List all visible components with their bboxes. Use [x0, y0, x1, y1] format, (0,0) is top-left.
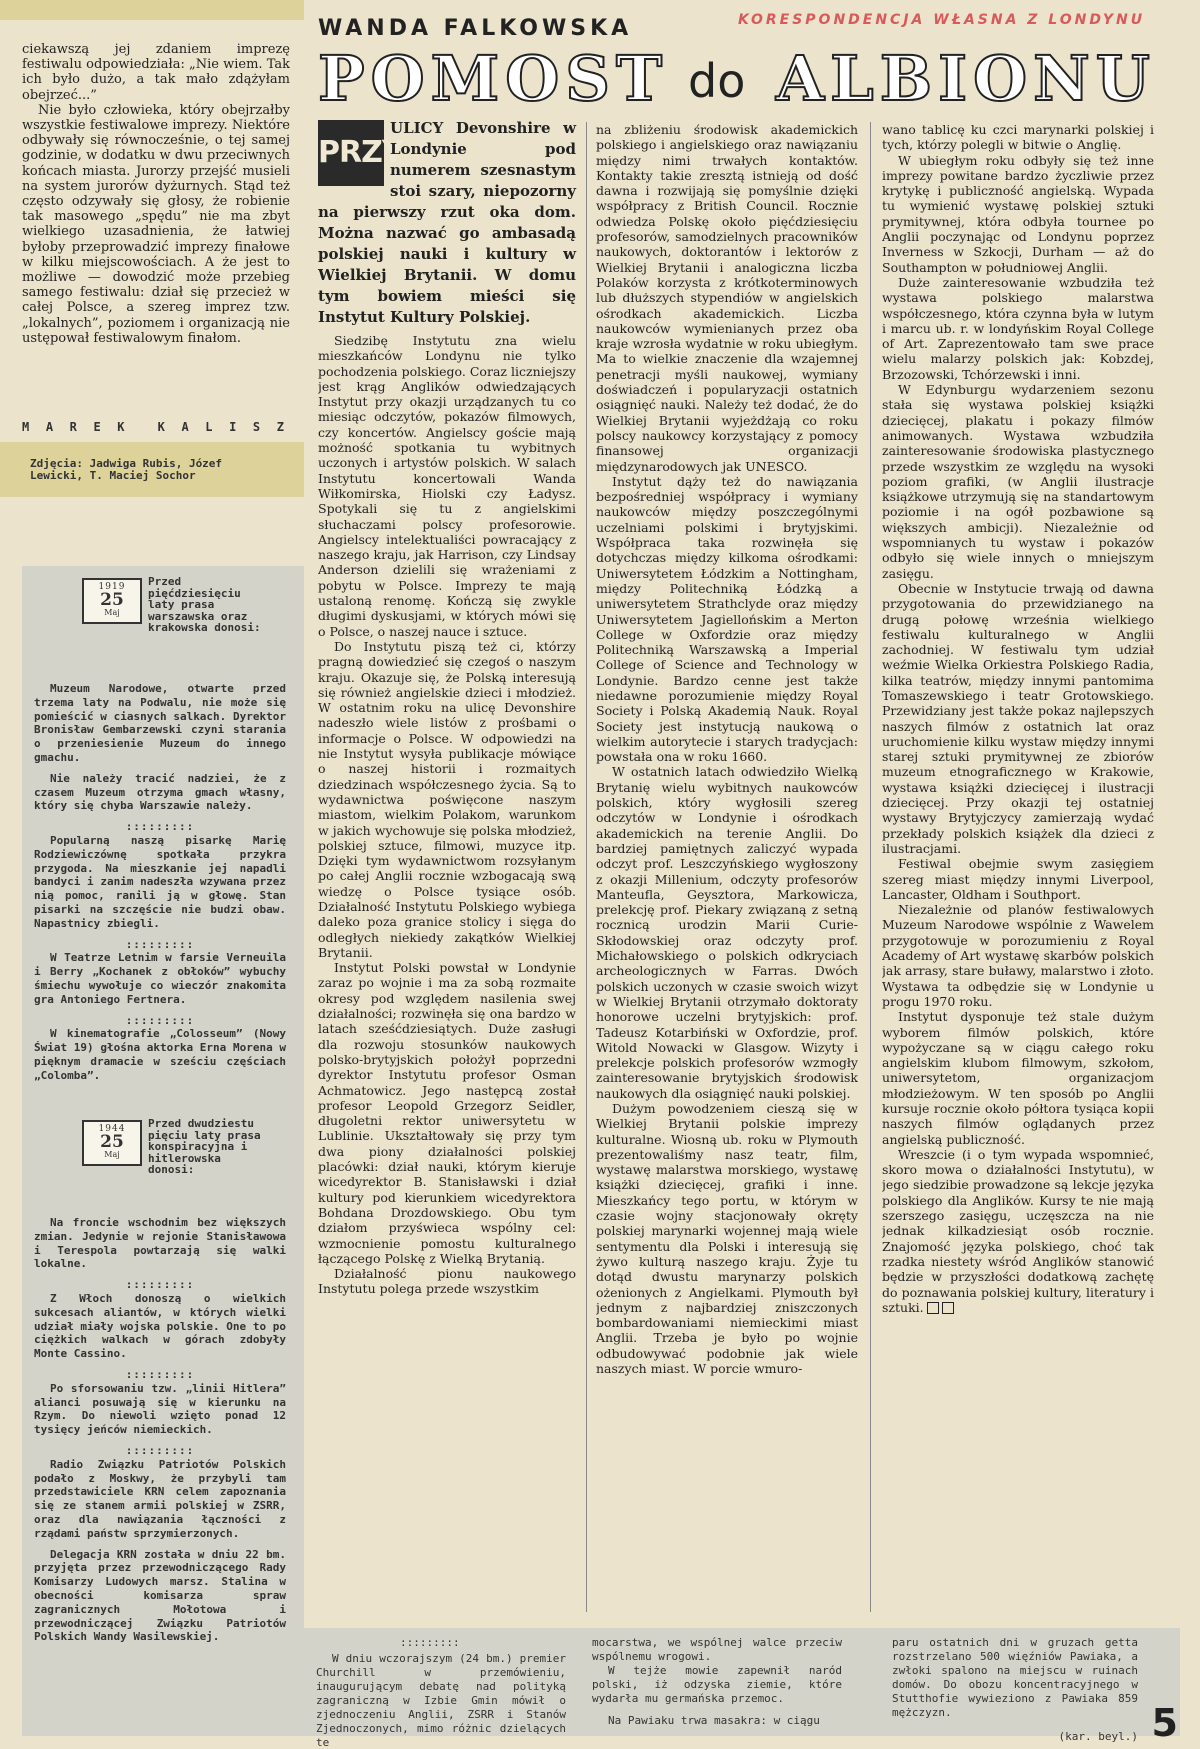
chronicle-item: Po sforsowaniu tzw. „linii Hitlera” alianci posuwają się w kierunku na Rzym. Do niewoli wzięto ponad 12 tysięcy jeńców niemieckich. [34, 1381, 286, 1437]
headline-word-1: POMOST [318, 42, 669, 115]
sig-letter: K [117, 420, 131, 434]
sig-letter: L [205, 420, 219, 434]
sig-letter: S [252, 420, 267, 434]
chronicle-rubric-1: Przed pięćdziesięciu laty prasa warszawska oraz krakowska donosi: [148, 575, 261, 634]
separator: ::::::::: [125, 1013, 195, 1027]
headline-word-2: do [688, 54, 746, 108]
page-number: 5 [1151, 1701, 1178, 1745]
chronicle-item: Popularną naszą pisarkę Marię Rodziewiczównę spotkała przykra przygoda. Na mieszkanie jej napadli bandyci i zanim nadeszła wzywana przez nią pomoc, ranili ją w głowę. Stan pisarki na szczęście nie budzi obaw. Napastnicy zbiegli. [34, 833, 286, 930]
left-yellow-panel [0, 0, 304, 20]
separator: ::::::::: [125, 1443, 195, 1457]
article-paragraph: Obecnie w Instytucie trwają od dawna przygotowania do przewidzianego na drugą połowę września wielkiego festiwalu kulturalnego w Anglii zachodniej. W festiwalu tym udział weźmie Wielka Orkiestra Polskiego Radia, kilka teatrów, między innymi pantomima Tomaszewskiego i teatr Grotowskiego. Przewidziany jest także pokaz najlepszych naszych filmów z ostatnich lat oraz uruchomienie kilku wystaw między innymi starej sztuki prymitywnej ze zbiorów muzeum etnograficznego w Krakowie, wystawa książki dziecięcej i ilustracji dziecięcej. Przy okazji tej ostatniej wystawy Brytyjczycy zamierzają wydać przekłady polskich książek dla dzieci z ilustracjami. [882, 580, 1154, 856]
footer-separator: ::::::::: [400, 1636, 460, 1649]
date-day: 25 [100, 1132, 124, 1152]
chronicle-items-2 [34, 1216, 286, 1651]
sig-letter: E [93, 420, 107, 434]
article-paragraph: W ubiegłym roku odbyły się też inne imprezy powitane bardzo życzliwie przez krytykę i publiczność angielską. Wypada tu wymienić wystawę polskiej sztuki prymitywnej, która odbyła tournee po Anglii poczynając od Londynu poprzez Inverness w Szkocji, Durham — aż do Southampton w południowej Anglii. [882, 152, 1154, 275]
article-paragraph: W ostatnich latach odwiedziło Wielką Brytanię wielu wybitnych naukowców polskich, który wygłosili szereg odczytów w Londynie i ośrodkach akademickich na terenie Anglii. Do bardziej pamiętnych zaliczyć wypada odczyt prof. Leszczyńskiego wygłoszony z okazji Millenium, odczyty profesorów Manteufla, Geysztora, Markowicza, prelekcję prof. Piekary związaną z setną rocznicą urodzin Marii Curie-Skłodowskiej oraz odczyty prof. Michałowskiego o polskich odkryciach archeologicznych w Farras. Dwóch polskich uczonych w czasie swoich wizyt w Wielkiej Brytanii otrzymało doktoraty honorowe uczelni brytyjskich: prof. Tadeusz Kotarbiński w Oxfordzie, prof. Witold Nowacki w Glasgow. Wizyty i prelekcje polskich profesorów wzmogły zainteresowanie brytyjskich środowisk naukowych dla osiągnięć nauki polskiej. [596, 764, 858, 1101]
sig-letter: A [181, 420, 195, 434]
sig-letter: K [157, 420, 171, 434]
column-rule [870, 122, 871, 1612]
sig-letter: M [22, 420, 36, 434]
article-paragraph: Duże zainteresowanie wzbudziła też wystawa polskiego malarstwa współczesnego, która czynna była w lutym i marcu ub. r. w londyńskim Royal College of Art. Zaprezentowało tam swe prace wielu malarzy polskich jak: Kobzdej, Brzozowski, Tchórzewski i inni. [882, 274, 1154, 382]
footer-col-2 [592, 1636, 842, 1728]
article-paragraph: Instytut dąży też do nawiązania bezpośredniej współpracy i wymiany naukowców między poszczególnymi uczelniami polskimi i brytyjskimi. Współpraca taka rozwinęła się dotychczas między kilkoma ośrodkami: Uniwersytetem Łódzkim a Nottingham, między Politechniką Łódzką a uniwersytetem Strathclyde oraz między Uniwersytetem Jagiellońskim a Merton College w Oxfordzie oraz między Politechniką Warszawską a Imperial College of Science and Technology w Londynie. Bardzo cenne jest także niedawne porozumienie między Royal Society i Polską Akademią Nauk. Royal Society jest instytucją naukową o wielkim autorytecie i starych tradycjach: powstała ona w roku 1660. [596, 473, 858, 765]
lead-text: ULICY Devonshire w Londynie pod numerem szesnastym stoi szary, niepozorny na pierwszy rzut oka dom. Można nazwać go ambasadą polskiej nauki i kultury w Wielkiej Brytanii. W domu tym bowiem mieści się Instytut Kultury Polskiej. [318, 119, 576, 326]
chronicle-item: Z Włoch donoszą o wielkich sukcesach aliantów, w których wielki udział miały wojska polskie. One to po ciężkich walkach w górach zdobyły Monte Cassino. [34, 1291, 286, 1361]
article-paragraph: Instytut dysponuje też stale dużym wyborem filmów polskich, które wypożyczane są w ciągu całego roku angielskim klubom filmowym, szkołom, uniwersytetom, organizacjom młodzieżowym. W ten sposób po Anglii kursuje rocznie około półtora tysiąca kopii naszych filmów oglądanych przez angielską publiczność. [882, 1009, 1154, 1147]
article-paragraph: W Edynburgu wydarzeniem sezonu stała się wystawa polskiej książki dziecięcej, plakatu i pokazy filmów animowanych. Wystawa wzbudziła zainteresowanie środowiska plastycznego przede wszystkim ze względu na wysoki poziom grafiki, (w Anglii ilustracje książkowe utrzymują się na standartowym poziomie i na ogół pozbawione są większych ambicji). Niezależnie od wspomnianych tu wystaw i pokazów odbyło się wiele innych o mniejszym zasięgu. [882, 382, 1154, 581]
footer-text: W tejże mowie zapewnił naród polski, iż odzyska ziemie, które wydarła mu germańska przemoc. [592, 1664, 842, 1705]
article-paragraph: Festiwal obejmie swym zasięgiem szereg miast między innymi Liverpool, Lancaster, Oldham i Southport. [882, 856, 1154, 902]
footer-col-3 [892, 1636, 1138, 1744]
chronicle-item: Radio Związku Patriotów Polskich podało z Moskwy, że przybyli tam przedstawiciele KRN celem zapoznania się ze stanem armii polskiej w ZSRR, oraz dla nawiązania łączności z rządami państw sprzymierzonych. [34, 1457, 286, 1540]
article-column-2 [596, 122, 858, 1612]
author-signature [22, 420, 290, 434]
article-lead [318, 118, 576, 328]
sig-letter: Z [276, 420, 290, 434]
chronicle-item: Na froncie wschodnim bez większych zmian. Jedynie w rejonie Stanisławowa i Terespola powtarzają się walki lokalne. [34, 1216, 286, 1271]
date-year: 1944 [98, 1124, 126, 1134]
sig-letter: A [45, 420, 60, 434]
article-paragraph: wano tablicę ku czci marynarki polskiej i tych, którzy polegli w bitwie o Anglię. [882, 122, 1154, 153]
footer-text: Na Pawiaku trwa masakra: w ciągu [608, 1714, 820, 1727]
article-paragraph: Działalność pionu naukowego Instytutu polega przede wszystkim [318, 1266, 576, 1297]
sig-letter: R [69, 420, 83, 434]
chronicle-item: W Teatrze Letnim w farsie Verneuila i Berry „Kochanek z obłoków” wybuchy śmiechu wywołuje co wieczór znakomita gra Antoniego Fertnera. [34, 951, 286, 1006]
chronicle-item: W kinematografie „Colosseum” (Nowy Świat 19) głośna aktorka Erna Morena w pięknym dramacie w sześciu częściach „Colomba”. [34, 1027, 286, 1082]
chronicle-item: Muzeum Narodowe, otwarte przed trzema laty na Podwalu, nie może się pomieścić w ciasnych salkach. Dyrektor Bronisław Gembarzewski czyni starania o przeniesienie Muzeum do innego gmachu. [34, 682, 286, 764]
date-day: 25 [100, 590, 124, 610]
article-paragraph: Siedzibę Instytutu zna wielu mieszkańców Londynu nie tylko pochodzenia polskiego. Coraz liczniejszy jest krąg Anglików odwiedzających Instytut przy okazji urządzanych tu co miesiąc odczytów, pokazów filmowych, czy koncertów. Angielscy goście mają możność spotkania tu wybitnych uczonych i artystów polskich. W salach Instytutu koncertowali Wanda Wiłkomirska, Hiolski czy Ładysz. Spotykali się tu z angielskimi słuchaczami polscy profesorowie. Angielscy intelektualiści powracający z naszego kraju, jak Harrison, czy Lindsay Anderson dzielili się wrażeniami z pobytu w Polsce. Imprezy te mają ustaloną renomę. Kończą się zwykle długimi dyskusjami, w których mówi się o Polsce, o naszej nauce i sztuce. [318, 333, 576, 639]
separator: ::::::::: [125, 1278, 195, 1292]
footer-text: paru ostatnich dni w gruzach getta rozstrzelano 500 więźniów Pawiaka, a zwłoki spalono na miejscu w ruinach domów. Do obozu koncentracyjnego w Stutthofie wywieziono z Pawiaka 859 mężczyzn. [892, 1636, 1138, 1719]
article-column-3 [882, 122, 1154, 1612]
date-box-1944 [82, 1120, 142, 1166]
chronicle-items-1 [34, 682, 286, 1090]
headline-word-3: ALBIONU [776, 42, 1156, 115]
article-column-1 [318, 333, 576, 1618]
date-month: Maj [104, 1150, 120, 1159]
article-paragraph: Wreszcie (i o tym wypada wspomnieć, skoro mowa o działalności Instytutu), w jego siedzibie prowadzone są lekcje języka polskiego dla Anglików. Kursy te nie mają szerszego zasięgu, uczęszcza na nie jednak kilkadziesiąt osób rocznie. Znajomość języka polskiego, choć tak rzadka niestety wśród Anglików stanowić będzie w przyszłości dodatkową zachętę do poznawania polskiej kultury, literatury i sztuki. [882, 1146, 1154, 1315]
chronicle-rubric-2: Przed dwudziestu pięciu laty prasa konspiracyjna i hitlerowska donosi: [148, 1117, 261, 1176]
left-paragraph: Nie było człowieka, który obejrzałby wszystkie festiwalowe imprezy. Niektóre odbywały się równocześnie, o tej samej godzinie, w dodatku w dwu przeciwnych końcach miasta. Jurorzy przejść musieli na system jurorów dyżurnych. Stąd też często odzywały się głosy, że robienie tak masowego „spędu” nie ma zbyt wielkiego uzasadnienia, że łatwiej byłoby przeprowadzić imprezy finałowe w kilku miejscowościach. A że jest to możliwe — dowodzić może przebieg samego festiwalu: dział się przecież w całej Polsce, a szereg imprez tzw. „lokalnych”, poziomem i organizacją nie ustępował festiwalowym finałom. [22, 102, 290, 346]
sig-letter: I [229, 420, 243, 434]
chronicle-item: Delegacja KRN została w dniu 22 bm. przyjęta przez przewodniczącego Rady Komisarzy Ludowych marsz. Stalina w obecności komisarza spraw zagranicznych Mołotowa i przewodniczącej Związku Patriotów Polskich Wandy Wasilewskiej. [34, 1547, 286, 1644]
photo-credits: Zdjęcia: Jadwiga Rubis, Józef Lewicki, T. Maciej Sochor [30, 457, 223, 482]
footer-credit: (kar. beyl.) [1058, 1730, 1138, 1743]
left-paragraph: ciekawszą jej zdaniem imprezę festiwalu odpowiedziała: „Nie wiem. Tak ich było dużo, a tak mało zdążyłam obejrzeć...” [22, 42, 290, 103]
article-paragraph: Instytut Polski powstał w Londynie zaraz po wojnie i ma za sobą rozmaite okresy pod względem nasilenia swej działalności; rozwinęła się ona bardzo w latach sześćdziesiątych. Duże zasługi dla rozwoju stosunków naukowych polsko-brytyjskich położył poprzedni dyrektor Instytutu profesor Osman Achmatowicz. Jego następcą został profesor Leopold Grzegorz Seidler, długoletni rektor uniwersytetu w Lublinie. Ukształtowały się przy tym dwa piony działalności polskiej placówki: dział nauki, którym kieruje wicedyrektor B. Stanisławski i dział kultury pod kierunkiem wicedyrektora Bohdana Drozdowskiego. Obu tym działom przyświeca wspólny cel: wzmocnienie pomostu kulturalnego łączącego Polskę z Wielką Brytanią. [318, 960, 576, 1266]
separator: ::::::::: [125, 937, 195, 951]
separator: ::::::::: [125, 820, 195, 834]
date-month: Maj [104, 608, 120, 617]
footer-text: W dniu wczorajszym (24 bm.) premier Churchill w przemówieniu, inaugurującym debatę nad polityką zagraniczną w Izbie Gmin mówił o zjednoczeniu Anglii, ZSRR i Stanów Zjednoczonych, mimo różnic dzielących te [316, 1652, 566, 1749]
article-paragraph: Do Instytutu piszą też ci, którzy pragną dowiedzieć się czegoś o naszym kraju. Okazuje się, że Polską interesują się również angielskie dzieci i młodzież. W ostatnim roku na ulicę Devonshire nadeszło wiele listów z prośbami o informacje o Polsce. W odpowiedzi na nie Instytut wysyła publikacje mówiące o naszej historii i rozmaitych dziedzinach współczesnego życia. Są to wydawnictwa poświęcone naszym miastom, wielkim Polakom, warunkom w jakich wychowuje się polska młodzież, polskiej sztuce, filmowi, muzyce itp. Dzięki tym wydawnictwom rozsyłanym po całej Anglii rocznie wzbogacają swą wiedzę o Polsce tysiące osób. Działalność Instytutu Polskiego wybiega daleko poza granice stolicy i sięga do odległych niekiedy zakątków Wielkiej Brytanii. [318, 638, 576, 960]
dropcap-spacer [318, 118, 390, 184]
article-paragraph: Niezależnie od planów festiwalowych Muzeum Narodowe wspólnie z Wawelem przygotowuje w porozumieniu z Royal Academy of Art wystawę skarbów polskich jak arrasy, stare buławy, malarstwo i złoto. Wystawa ta odbędzie się w Londynie u progu 1970 roku. [882, 902, 1154, 1009]
left-article-text [22, 42, 290, 346]
drop-cap-box: PRZY [318, 120, 384, 186]
footer-col-1 [316, 1652, 566, 1749]
separator: ::::::::: [125, 1367, 195, 1381]
article-paragraph: na zbliżeniu środowisk akademickich polskiego i angielskiego oraz nawiązaniu między nimi trwałych kontaktów. Kontakty takie zresztą istnieją od dość dawna i rozwijają się pomyślnie dzięki współpracy z British Council. Rocznie odwiedza Polskę około pięćdziesięciu profesorów, samodzielnych pracowników naukowych, doktorantów i lektorów z Wielkiej Brytanii i analogiczna liczba Polaków korzysta z krótkoterminowych lub dłuższych stypendiów w angielskich ośrodkach akademickich. Liczba naukowców wymienianych przez oba kraje wzrosła wydatnie w roku ubiegłym. Ma to wielkie znaczenie dla wzajemnej penetracji myśli naukowej, wymiany doświadczeń i popularyzacji ostatnich osiągnięć nauki. Należy też dodać, że do Wielkiej Brytanii wyjeżdżają co roku polscy naukowcy korzystający z pomocy finansowej organizacji międzynarodowych jak UNESCO. [596, 122, 858, 474]
article-headline [318, 42, 1158, 115]
chronicle-item: Nie należy tracić nadziei, że z czasem Muzeum otrzyma gmach własny, który się chyba Warszawie należy. [34, 771, 286, 813]
section-kicker: KORESPONDENCJA WŁASNA Z LONDYNU [738, 12, 1146, 28]
sig-gap [141, 420, 147, 434]
footer-text: mocarstwa, we wspólnej walce przeciw wspólnemu wrogowi. [592, 1636, 842, 1663]
column-rule [586, 122, 587, 1612]
date-year: 1919 [98, 582, 126, 592]
author-name: WANDA FALKOWSKA [318, 16, 633, 41]
article-paragraph: Dużym powodzeniem cieszą się w Wielkiej Brytanii polskie imprezy kulturalne. Wiosną ub. roku w Plymouth prezentowaliśmy nasz teatr, film, wystawę malarstwa morskiego, wystawę książki dziecięcej, grafiki i inne. Mieszkańcy tego portu, w którym w czasie wojny stacjonowały okręty polskiej marynarki wojennej mają wiele sentymentu dla Polski i interesują się żywo kulturą naszego kraju. Żyje tu dotąd dwustu marynarzy polskich ożenionych z Angielkami. Plymouth był jednym z najbardziej zniszczonych bombardowaniami niemieckimi miast Anglii. Trzeba je było po wojnie odbudowywać podobnie jak wiele naszych miast. W porcie wmuro- [596, 1101, 858, 1377]
date-box-1919 [82, 578, 142, 624]
end-mark-icon [927, 1302, 939, 1314]
end-mark-icon [942, 1302, 954, 1314]
